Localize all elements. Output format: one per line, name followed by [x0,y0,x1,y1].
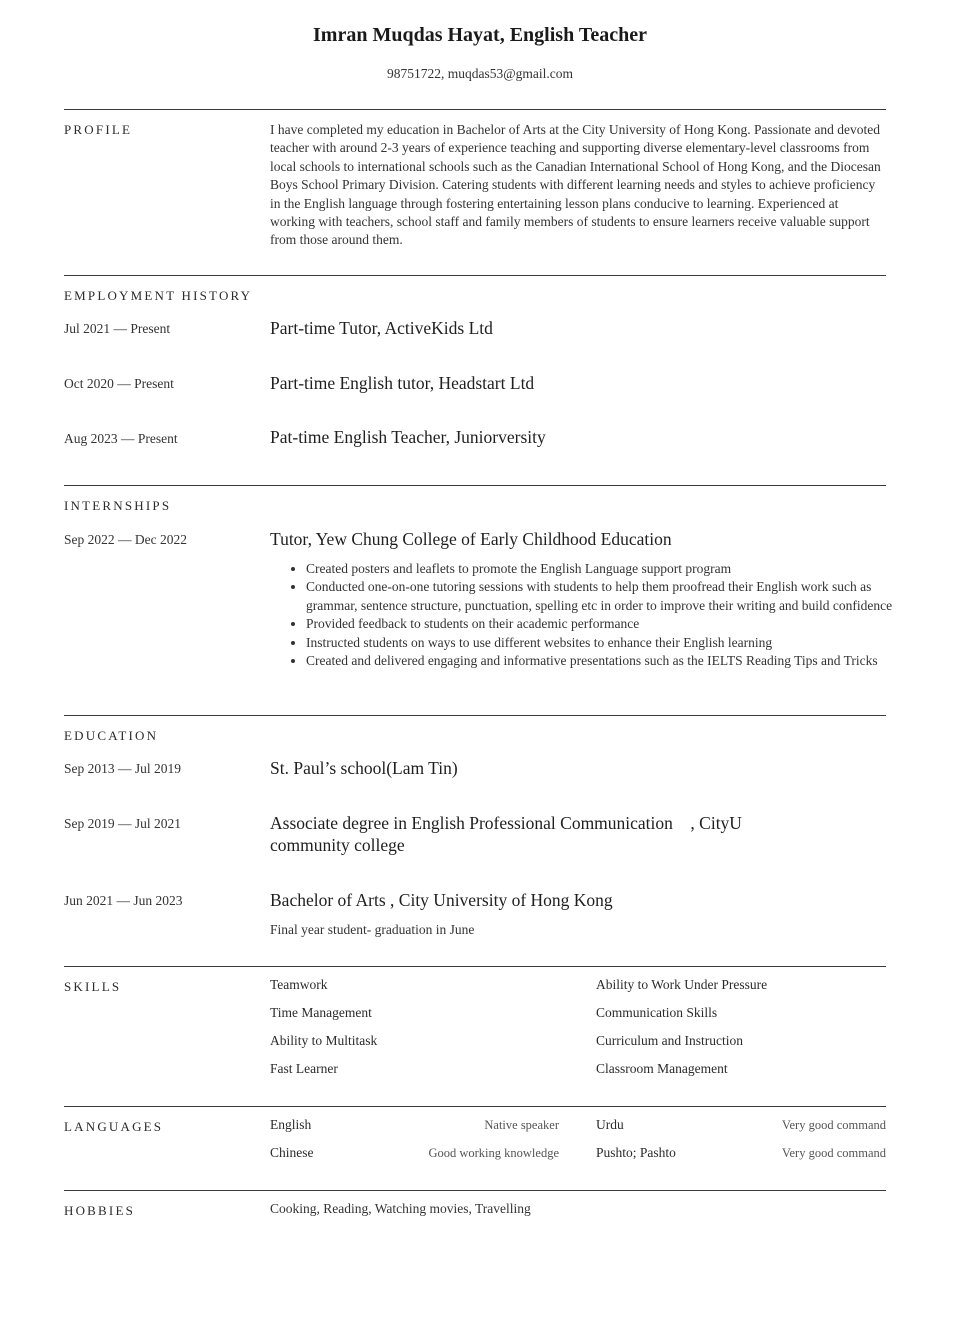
employment-title: Part-time English tutor, Headstart Ltd [270,373,535,393]
skill-item: Ability to Work Under Pressure [596,977,768,992]
language-level: Native speaker [484,1118,559,1132]
employment-title: Pat-time English Teacher, Juniorversity [270,427,546,447]
education-title: Bachelor of Arts , City University of Hong Kong [270,890,613,910]
list-item: • Created posters and leaflets to promote the English Language support program [306,560,926,578]
list-item: • Provided feedback to students on their academic performance [306,615,926,633]
list-item: • Instructed students on ways to use different websites to enhance their English learning [306,634,926,652]
education-date: Sep 2019 — Jul 2021 [64,816,182,831]
language-name: Pushto; Pashto [596,1145,676,1160]
skill-item: Classroom Management [596,1061,728,1076]
internship-bullet-list [270,560,926,670]
education-date: Sep 2013 — Jul 2019 [64,761,182,776]
skills-heading: SKILLS [64,979,122,994]
skill-item: Communication Skills [596,1005,718,1020]
hobbies-text: Cooking, Reading, Watching movies, Travelling [270,1201,531,1216]
skill-item: Ability to Multitask [270,1033,378,1048]
employment-date: Oct 2020 — Present [64,376,174,391]
employment-section [64,275,886,486]
hobbies-heading: HOBBIES [64,1203,136,1218]
language-name: Chinese [270,1145,314,1160]
education-heading: EDUCATION [64,728,159,743]
skill-item: Teamwork [270,977,328,992]
language-level: Very good command [781,1118,886,1132]
employment-title: Part-time Tutor, ActiveKids Ltd [270,318,493,338]
employment-date: Jul 2021 — Present [64,321,171,336]
language-name: English [270,1117,312,1132]
list-item: • Conducted one-on-one tutoring sessions with students to help them proofread their English work such as grammar, sentence structure, punctuation, spelling etc in order to improve their writing and build confidence [306,578,926,615]
skill-item: Curriculum and Instruction [596,1033,743,1048]
contact-info: 98751722, muqdas53@gmail.com [386,66,574,81]
employment-date: Aug 2023 — Present [64,431,178,446]
education-title-continued: community college [270,835,405,855]
language-level: Good working knowledge [428,1146,559,1160]
education-title: St. Paul’s school(Lam Tin) [270,758,458,778]
internships-heading: INTERNSHIPS [64,498,172,513]
internships-section [64,485,893,715]
employment-heading: EMPLOYMENT HISTORY [64,288,253,303]
education-section [64,715,886,966]
profile-heading: PROFILE [64,122,133,137]
language-name: Urdu [596,1117,624,1132]
hobbies-section [64,1190,886,1251]
skill-item: Time Management [270,1005,372,1020]
internship-title: Tutor, Yew Chung College of Early Childhood Education [270,529,672,549]
skills-section [64,966,886,1106]
profile-section [64,109,886,275]
internship-date: Sep 2022 — Dec 2022 [64,532,187,547]
languages-section [64,1106,886,1190]
list-item: • Created and delivered engaging and informative presentations such as the IELTS Reading Tips and Tricks [306,652,926,670]
education-title: Associate degree in English Professional Communication , CityU [270,813,742,833]
resume-header [0,0,960,82]
profile-text: I have completed my education in Bachelor of Arts at the City University of Hong Kong. Passionate and devoted teacher with around 2-3 years of experience teaching and supporting diverse elementary-level classrooms from local schools to international schools such as the Canadian International School of Hong Kong, and the Diocesan Boys School Primary Division. Catering students with different learning needs and styles to achieve proficiency in the English language through fostering entertaining lesson plans conducive to learning. Experienced at working with teachers, school staff and family members of students to ensure learners receive valuable support from those around them. [270,122,881,248]
education-date: Jun 2021 — Jun 2023 [64,893,183,908]
language-level: Very good command [781,1146,886,1160]
education-note: Final year student- graduation in June [270,922,475,937]
skill-item: Fast Learner [270,1061,338,1076]
languages-heading: LANGUAGES [64,1119,164,1134]
candidate-name: Imran Muqdas Hayat, English Teacher [313,24,647,46]
